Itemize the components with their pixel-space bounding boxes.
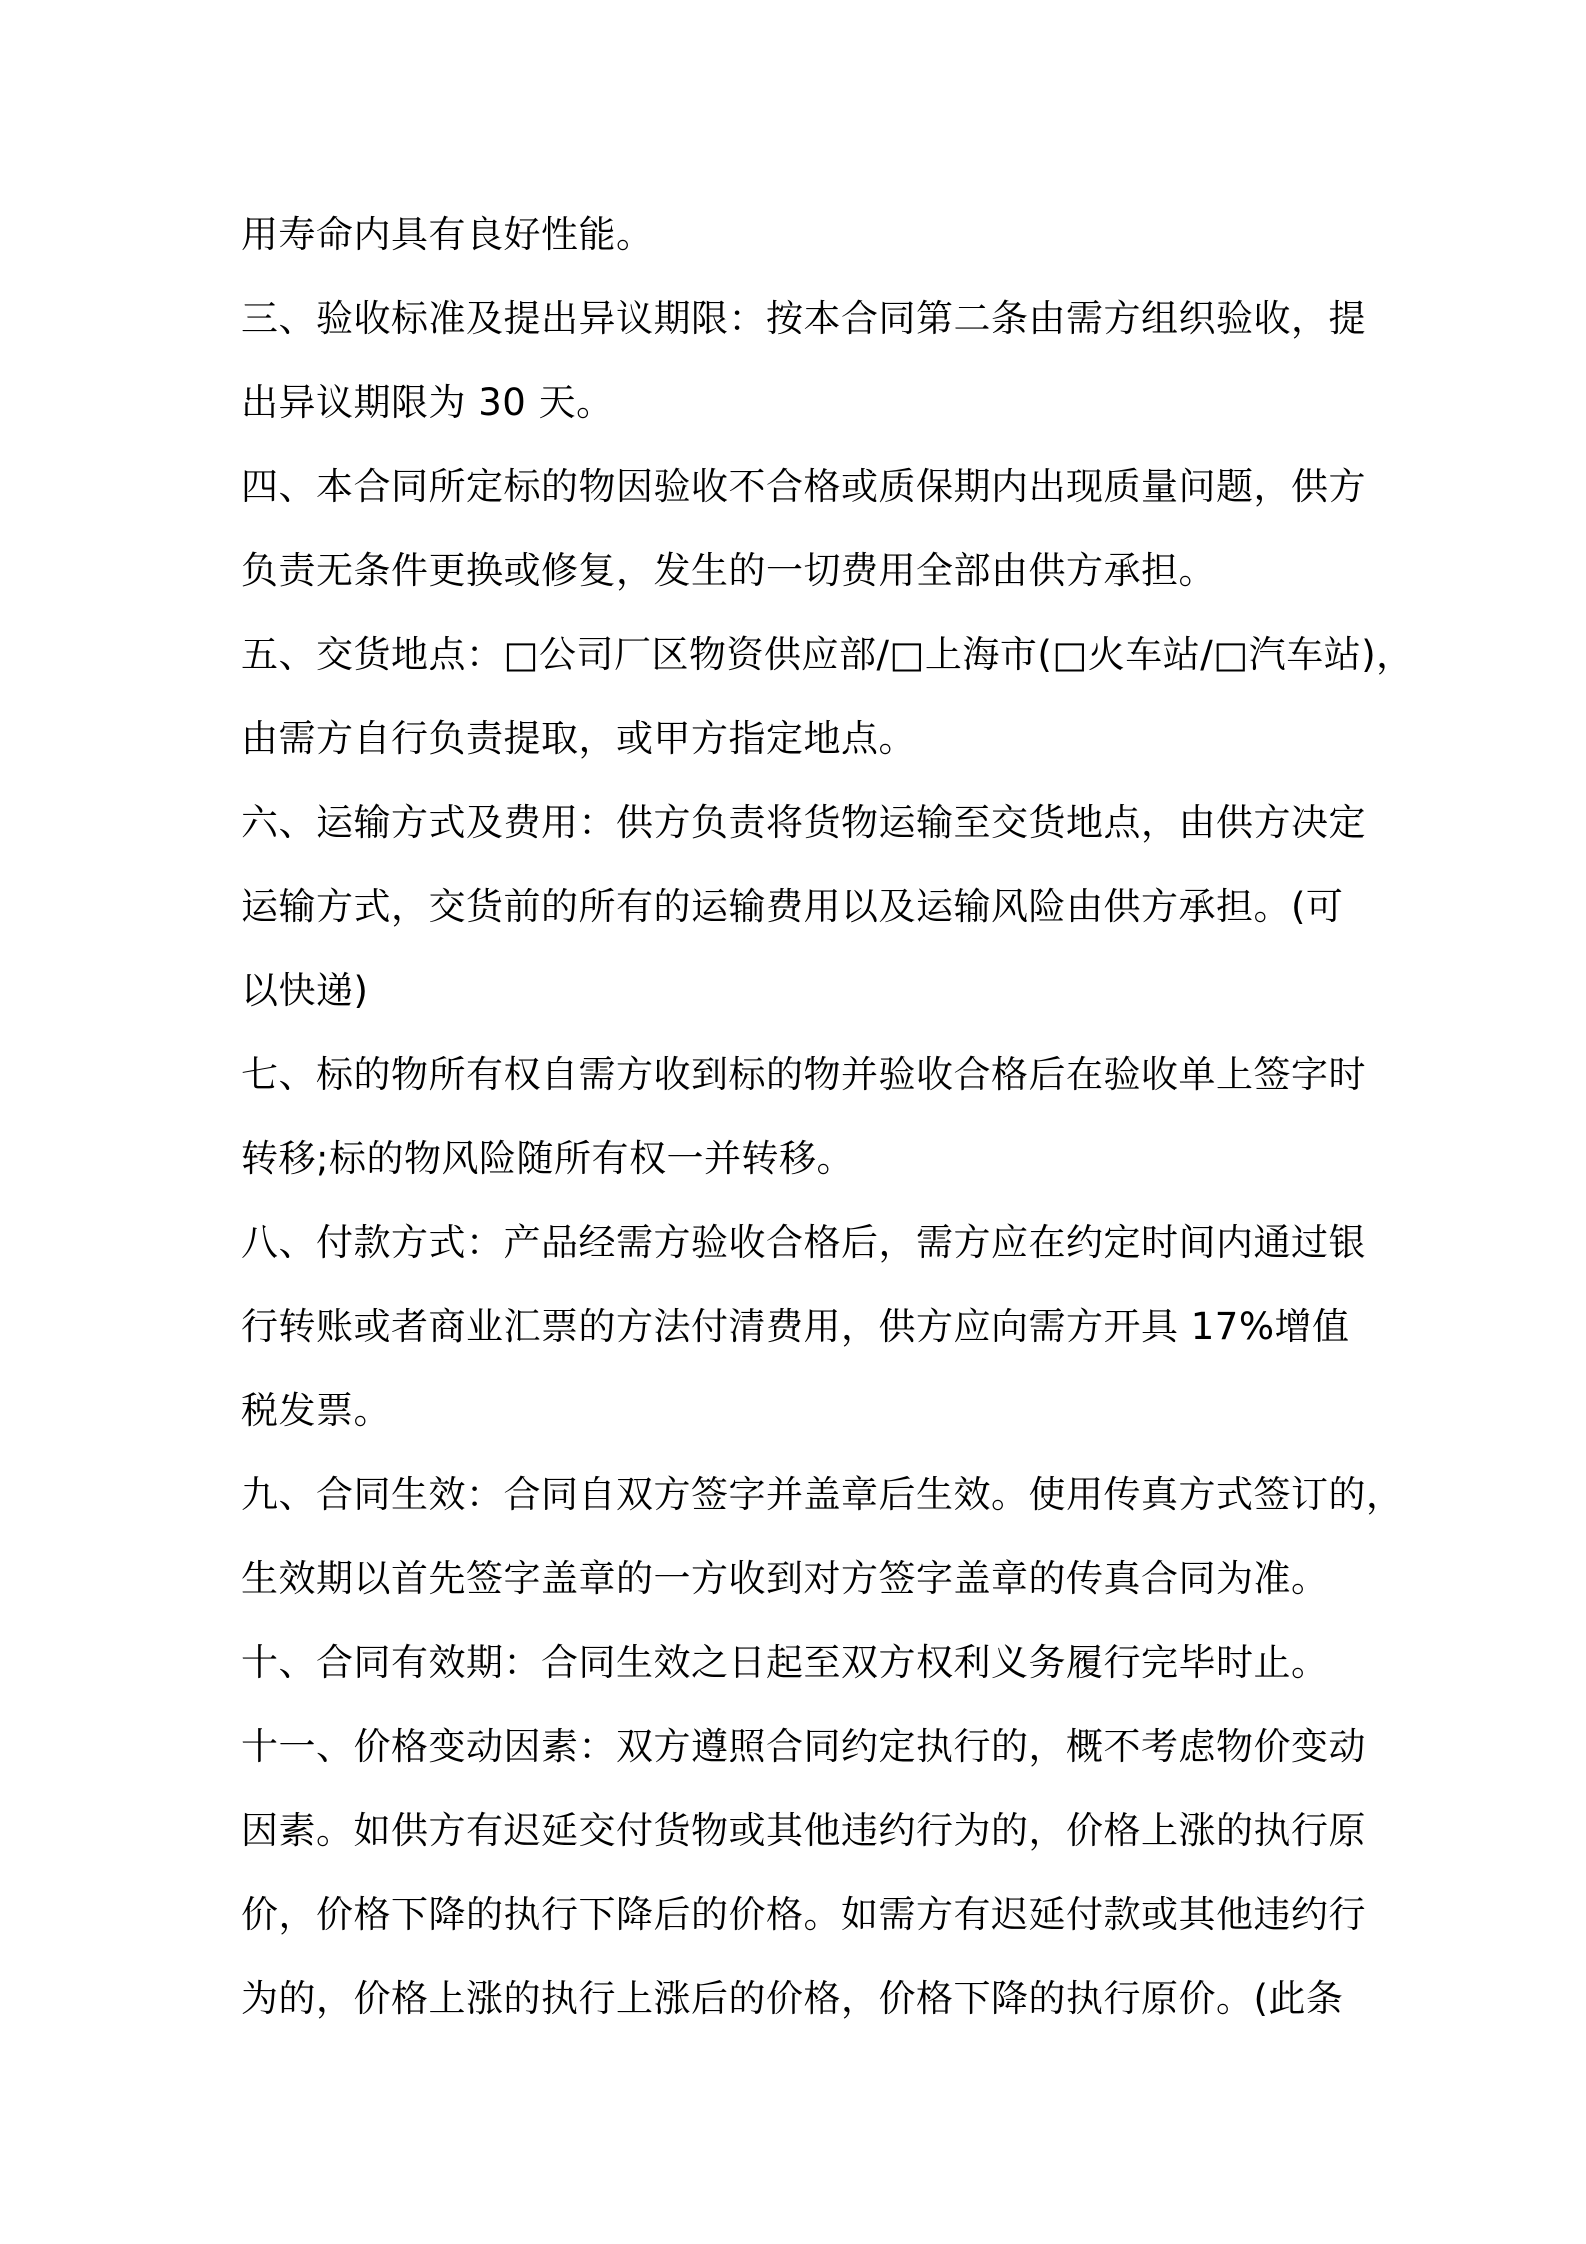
text-line: 因素。如供方有迟延交付货物或其他违约行为的，价格上涨的执行原: [241, 1809, 1366, 1852]
text-line: 负责无条件更换或修复，发生的一切费用全部由供方承担。: [241, 549, 1216, 592]
contract-text: [241, 193, 1414, 2041]
clause-6-line: 六、运输方式及费用：供方负责将货物运输至交货地点，由供方决定: [241, 801, 1366, 844]
text-line: 为的，价格上涨的执行上涨后的价格，价格下降的执行原价。(此条: [241, 1977, 1344, 2020]
text-line: 生效期以首先签字盖章的一方收到对方签字盖章的传真合同为准。: [241, 1557, 1329, 1600]
text-line: 价，价格下降的执行下降后的价格。如需方有迟延付款或其他违约行: [241, 1893, 1366, 1936]
text-line: 由需方自行负责提取，或甲方指定地点。: [241, 717, 916, 760]
clause-10-line: 十、合同有效期：合同生效之日起至双方权利义务履行完毕时止。: [241, 1641, 1329, 1684]
clause-4-line: 四、本合同所定标的物因验收不合格或质保期内出现质量问题，供方: [241, 465, 1366, 508]
text-line: 税发票。: [241, 1389, 391, 1432]
text-line: 出异议期限为 30 天。: [241, 381, 614, 424]
clause-11-line: 十一、价格变动因素：双方遵照合同约定执行的，概不考虑物价变动: [241, 1725, 1366, 1768]
text-line: 行转账或者商业汇票的方法付清费用，供方应向需方开具 17%增值: [241, 1305, 1350, 1348]
text-line: 以快递): [241, 969, 369, 1012]
clause-7-line: 七、标的物所有权自需方收到标的物并验收合格后在验收单上签字时: [241, 1053, 1366, 1096]
clause-9-line: 九、合同生效：合同自双方签字并盖章后生效。使用传真方式签订的，: [241, 1473, 1404, 1516]
clause-8-line: 八、付款方式：产品经需方验收合格后，需方应在约定时间内通过银: [241, 1221, 1366, 1264]
text-line: 转移;标的物风险随所有权一并转移。: [241, 1137, 854, 1180]
text-line: 用寿命内具有良好性能。: [241, 213, 654, 256]
text-line: 运输方式，交货前的所有的运输费用以及运输风险由供方承担。(可: [241, 885, 1344, 928]
clause-5-line: 五、交货地点：□公司厂区物资供应部/□上海市(□火车站/□汽车站)，: [241, 633, 1414, 676]
clause-3-line: 三、验收标准及提出异议期限：按本合同第二条由需方组织验收，提: [241, 297, 1366, 340]
